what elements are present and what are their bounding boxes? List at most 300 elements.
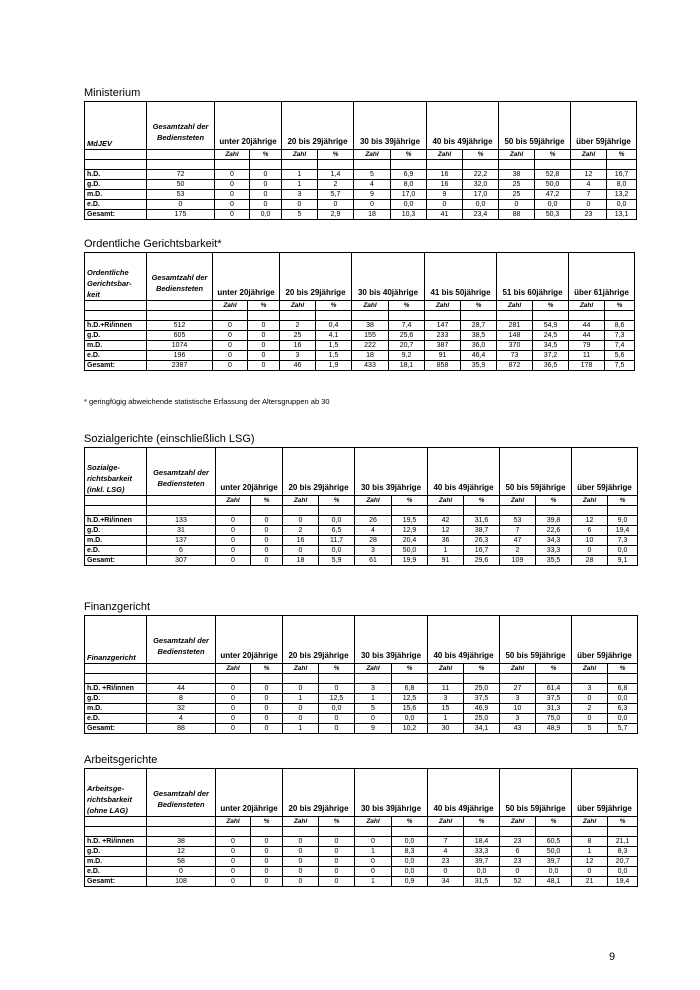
value-cell: 3 [500, 714, 536, 724]
total-header-line: Gesamtzahl der [153, 468, 209, 477]
value-cell: 7,4 [605, 341, 635, 351]
spacer-cell [354, 160, 391, 170]
spacer-cell [251, 506, 283, 516]
value-cell: 25,6 [389, 331, 425, 341]
value-cell: 0 [213, 341, 248, 351]
table-row [85, 190, 637, 200]
value-cell: 11 [428, 684, 464, 694]
value-cell: 858 [425, 361, 461, 371]
table-row [85, 694, 638, 704]
value-cell: 7 [428, 837, 464, 847]
value-cell: 0 [213, 351, 248, 361]
row-label: m.D. [85, 704, 147, 714]
value-cell: 39,8 [536, 516, 572, 526]
value-cell: 16,7 [464, 546, 500, 556]
value-cell: 46,9 [464, 704, 500, 714]
value-cell: 29,6 [464, 556, 500, 566]
total-cell: 44 [147, 684, 216, 694]
value-cell: 8,3 [392, 847, 428, 857]
value-cell: 1,5 [316, 351, 352, 361]
row-label: h.D.+Ri/innen [85, 516, 147, 526]
row-label: m.D. [85, 536, 147, 546]
value-cell: 0 [354, 200, 391, 210]
value-cell: 50,0 [536, 847, 572, 857]
spacer-cell [391, 160, 427, 170]
value-cell: 34,5 [533, 341, 569, 351]
age-distribution-table [84, 768, 638, 887]
count-header: Zahl [216, 496, 251, 506]
total-cell: 88 [147, 724, 216, 734]
value-cell: 6,9 [391, 170, 427, 180]
value-cell: 1 [428, 546, 464, 556]
value-cell: 0 [215, 190, 250, 200]
percent-header: % [607, 150, 637, 160]
value-cell: 0 [250, 180, 282, 190]
value-cell: 0 [248, 331, 280, 341]
value-cell: 37,2 [533, 351, 569, 361]
value-cell: 0 [319, 877, 355, 887]
spacer-cell [215, 160, 250, 170]
count-header: Zahl [280, 301, 316, 311]
value-cell: 0 [213, 361, 248, 371]
row-label: Gesamt: [85, 361, 147, 371]
value-cell: 1,9 [316, 361, 352, 371]
value-cell: 0,4 [316, 321, 352, 331]
spacer-cell [147, 506, 216, 516]
age-group-header: 41 bis 50jährige [425, 253, 497, 301]
spacer-cell [85, 674, 147, 684]
spacer-cell [355, 506, 392, 516]
total-cell: 137 [147, 536, 216, 546]
value-cell: 43 [500, 724, 536, 734]
value-cell: 0 [215, 180, 250, 190]
value-cell: 3 [572, 684, 608, 694]
value-cell: 0 [318, 200, 354, 210]
value-cell: 0 [572, 714, 608, 724]
percent-header: % [251, 664, 283, 674]
spacer-cell [608, 827, 638, 837]
value-cell: 25 [499, 180, 535, 190]
value-cell: 19,4 [608, 526, 638, 536]
value-cell: 0,0 [608, 546, 638, 556]
spacer-cell [500, 674, 536, 684]
value-cell: 155 [352, 331, 389, 341]
value-cell: 2 [500, 546, 536, 556]
sub-header-blank [85, 150, 147, 160]
label-line: (inkl. LSG) [87, 485, 125, 494]
count-header: Zahl [569, 301, 605, 311]
percent-header: % [463, 150, 499, 160]
age-group-header: 20 bis 29jährige [283, 769, 355, 817]
value-cell: 0,0 [464, 867, 500, 877]
value-cell: 13,2 [607, 190, 637, 200]
count-header: Zahl [572, 496, 608, 506]
value-cell: 0 [250, 170, 282, 180]
value-cell: 48,1 [536, 877, 572, 887]
value-cell: 39,7 [464, 857, 500, 867]
value-cell: 6,5 [319, 526, 355, 536]
label-line: keit [87, 290, 100, 299]
percent-header: % [464, 496, 500, 506]
value-cell: 52,8 [535, 170, 571, 180]
count-header: Zahl [213, 301, 248, 311]
spacer-cell [535, 160, 571, 170]
value-cell: 0 [572, 867, 608, 877]
value-cell: 3 [282, 190, 318, 200]
total-cell: 12 [147, 847, 216, 857]
spacer-cell [497, 311, 533, 321]
value-cell: 0 [251, 704, 283, 714]
table-section [84, 238, 635, 371]
row-label: h.D. [85, 170, 147, 180]
label-line: Sozialge- [87, 463, 120, 472]
value-cell: 15 [428, 704, 464, 714]
value-cell: 75,0 [536, 714, 572, 724]
spacer-cell [389, 311, 425, 321]
value-cell: 4 [428, 847, 464, 857]
value-cell: 0,0 [608, 694, 638, 704]
value-cell: 233 [425, 331, 461, 341]
value-cell: 60,5 [536, 837, 572, 847]
value-cell: 7,3 [608, 536, 638, 546]
table-row [85, 857, 638, 867]
value-cell: 433 [352, 361, 389, 371]
value-cell: 1 [283, 694, 319, 704]
value-cell: 0,0 [536, 867, 572, 877]
value-cell: 42 [428, 516, 464, 526]
value-cell: 20,7 [608, 857, 638, 867]
value-cell: 0 [428, 867, 464, 877]
count-header: Zahl [425, 301, 461, 311]
value-cell: 37,5 [536, 694, 572, 704]
age-distribution-table [84, 615, 638, 734]
value-cell: 2,9 [318, 210, 354, 220]
count-header: Zahl [354, 150, 391, 160]
value-cell: 1 [282, 180, 318, 190]
section-title: Arbeitsgerichte [84, 754, 158, 766]
count-header: Zahl [500, 496, 536, 506]
spacer-cell [319, 827, 355, 837]
count-header: Zahl [428, 664, 464, 674]
value-cell: 0,0 [608, 867, 638, 877]
spacer-cell [536, 674, 572, 684]
spacer-cell [216, 827, 251, 837]
table-section [84, 87, 637, 220]
spacer-cell [147, 827, 216, 837]
value-cell: 28,7 [461, 321, 497, 331]
value-cell: 0 [500, 867, 536, 877]
spacer-cell [464, 674, 500, 684]
value-cell: 0 [251, 724, 283, 734]
table-row [85, 200, 637, 210]
row-label: g.D. [85, 526, 147, 536]
label-line: richtsbarkeit [87, 795, 133, 804]
table-row [85, 684, 638, 694]
spacer-cell [428, 674, 464, 684]
row-label: h.D. +Ri/innen [85, 684, 147, 694]
row-header-label [85, 616, 147, 664]
count-header: Zahl [282, 150, 318, 160]
value-cell: 387 [425, 341, 461, 351]
table-section [84, 601, 638, 734]
row-label: g.D. [85, 694, 147, 704]
value-cell: 36 [428, 536, 464, 546]
value-cell: 0 [248, 341, 280, 351]
percent-header: % [533, 301, 569, 311]
value-cell: 10 [572, 536, 608, 546]
spacer-cell [533, 311, 569, 321]
value-cell: 17,0 [463, 190, 499, 200]
value-cell: 6 [572, 526, 608, 536]
row-label: e.D. [85, 200, 147, 210]
value-cell: 79 [569, 341, 605, 351]
count-header: Zahl [500, 664, 536, 674]
value-cell: 0 [572, 546, 608, 556]
value-cell: 0 [216, 704, 251, 714]
total-header [147, 448, 216, 496]
table-section [84, 433, 638, 566]
percent-header: % [319, 664, 355, 674]
section-title: Finanzgericht [84, 601, 151, 613]
value-cell: 370 [497, 341, 533, 351]
spacer-cell [85, 827, 147, 837]
value-cell: 91 [428, 556, 464, 566]
value-cell: 21,1 [608, 837, 638, 847]
value-cell: 12,5 [319, 694, 355, 704]
value-cell: 3 [355, 684, 392, 694]
section-title: Sozialgerichte (einschließlich LSG) [84, 433, 255, 445]
value-cell: 10,2 [392, 724, 428, 734]
value-cell: 28 [572, 556, 608, 566]
value-cell: 0 [216, 694, 251, 704]
value-cell: 0,0 [392, 837, 428, 847]
value-cell: 0 [251, 536, 283, 546]
value-cell: 16 [427, 180, 463, 190]
value-cell: 0,0 [319, 516, 355, 526]
value-cell: 0 [319, 714, 355, 724]
value-cell: 50,3 [535, 210, 571, 220]
count-header: Zahl [355, 496, 392, 506]
spacer-cell [463, 160, 499, 170]
age-group-header: 51 bis 60jährige [497, 253, 569, 301]
percent-header: % [251, 496, 283, 506]
value-cell: 21 [572, 877, 608, 887]
value-cell: 9,1 [608, 556, 638, 566]
sub-header-blank [147, 496, 216, 506]
value-cell: 0 [216, 837, 251, 847]
count-header: Zahl [428, 496, 464, 506]
value-cell: 0 [355, 857, 392, 867]
value-cell: 0,0 [391, 200, 427, 210]
value-cell: 7 [571, 190, 607, 200]
value-cell: 7 [500, 526, 536, 536]
table-section [84, 754, 638, 887]
table-row [85, 180, 637, 190]
value-cell: 9,2 [389, 351, 425, 361]
value-cell: 5,7 [318, 190, 354, 200]
total-cell: 31 [147, 526, 216, 536]
row-label: m.D. [85, 190, 147, 200]
spacer-cell [572, 506, 608, 516]
value-cell: 23 [500, 857, 536, 867]
value-cell: 5,9 [319, 556, 355, 566]
spacer-cell [319, 674, 355, 684]
total-header-line: Gesamtzahl der [152, 122, 209, 131]
value-cell: 0 [283, 516, 319, 526]
age-group-header: unter 20jährige [216, 769, 283, 817]
value-cell: 3 [355, 546, 392, 556]
value-cell: 109 [500, 556, 536, 566]
value-cell: 12,5 [392, 694, 428, 704]
value-cell: 18,1 [389, 361, 425, 371]
value-cell: 0 [213, 321, 248, 331]
count-header: Zahl [216, 817, 251, 827]
label-line: Gerichtsbar- [87, 279, 132, 288]
percent-header: % [389, 301, 425, 311]
value-cell: 35,5 [536, 556, 572, 566]
value-cell: 0 [250, 190, 282, 200]
value-cell: 6,8 [608, 684, 638, 694]
percent-header: % [608, 496, 638, 506]
value-cell: 0 [216, 867, 251, 877]
total-cell: 512 [147, 321, 213, 331]
value-cell: 0 [216, 526, 251, 536]
spacer-cell [608, 674, 638, 684]
spacer-cell [251, 674, 283, 684]
value-cell: 19,4 [608, 877, 638, 887]
spacer-cell [216, 674, 251, 684]
value-cell: 34,3 [536, 536, 572, 546]
percent-header: % [608, 817, 638, 827]
total-header [147, 102, 215, 150]
value-cell: 8,6 [605, 321, 635, 331]
value-cell: 48,9 [536, 724, 572, 734]
label-line [87, 641, 144, 652]
value-cell: 46,4 [461, 351, 497, 361]
value-cell: 0,0 [392, 857, 428, 867]
row-label: Gesamt: [85, 556, 147, 566]
value-cell: 5 [354, 170, 391, 180]
value-cell: 28 [355, 536, 392, 546]
value-cell: 0 [251, 694, 283, 704]
percent-header: % [536, 664, 572, 674]
value-cell: 15,6 [392, 704, 428, 714]
percent-header: % [461, 301, 497, 311]
row-label: e.D. [85, 867, 147, 877]
value-cell: 19,9 [392, 556, 428, 566]
value-cell: 0 [251, 516, 283, 526]
age-group-header: über 61jährige [569, 253, 635, 301]
value-cell: 23 [428, 857, 464, 867]
row-label: g.D. [85, 180, 147, 190]
label-line [87, 127, 144, 138]
value-cell: 22,6 [536, 526, 572, 536]
value-cell: 0 [216, 724, 251, 734]
count-header: Zahl [283, 496, 319, 506]
value-cell: 41 [427, 210, 463, 220]
value-cell: 12 [571, 170, 607, 180]
total-header-line: Bediensteten [156, 133, 205, 142]
age-group-header: 20 bis 29jährige [282, 102, 354, 150]
count-header: Zahl [355, 664, 392, 674]
value-cell: 0 [216, 847, 251, 857]
value-cell: 16 [283, 536, 319, 546]
value-cell: 9 [354, 190, 391, 200]
spacer-cell [319, 506, 355, 516]
value-cell: 18,4 [464, 837, 500, 847]
total-cell: 50 [147, 180, 215, 190]
spacer-cell [500, 827, 536, 837]
value-cell: 5 [355, 704, 392, 714]
spacer-cell [352, 311, 389, 321]
total-header [147, 616, 216, 664]
spacer-cell [428, 506, 464, 516]
value-cell: 18 [354, 210, 391, 220]
value-cell: 0 [251, 526, 283, 536]
age-distribution-table [84, 101, 637, 220]
row-header-label [85, 448, 147, 496]
value-cell: 61 [355, 556, 392, 566]
table-row [85, 351, 635, 361]
value-cell: 9 [427, 190, 463, 200]
value-cell: 44 [569, 321, 605, 331]
value-cell: 0 [215, 210, 250, 220]
value-cell: 4 [355, 526, 392, 536]
spacer-cell [461, 311, 497, 321]
footnote: * geringfügig abweichende statistische Erfassung der Altersgruppen ab 30 [84, 397, 330, 406]
value-cell: 0 [572, 694, 608, 704]
value-cell: 0 [216, 516, 251, 526]
value-cell: 0 [248, 361, 280, 371]
value-cell: 0 [319, 724, 355, 734]
value-cell: 7,3 [605, 331, 635, 341]
percent-header: % [391, 150, 427, 160]
label-line: Arbeitsge- [87, 784, 125, 793]
spacer-cell [85, 311, 147, 321]
label-line: richtsbarkeit [87, 474, 133, 483]
percent-header: % [608, 664, 638, 674]
total-header-line: Bediensteten [157, 479, 205, 488]
value-cell: 0 [319, 684, 355, 694]
age-group-header: 20 bis 29jährige [283, 448, 355, 496]
label-line: Ordentliche [87, 268, 129, 277]
spacer-cell [464, 827, 500, 837]
total-cell: 0 [147, 200, 215, 210]
value-cell: 0 [319, 837, 355, 847]
total-cell: 2387 [147, 361, 213, 371]
spacer-cell [607, 160, 637, 170]
value-cell: 0 [282, 200, 318, 210]
spacer-cell [85, 160, 147, 170]
table-row [85, 321, 635, 331]
value-cell: 10,3 [391, 210, 427, 220]
value-cell: 0 [283, 877, 319, 887]
value-cell: 20,4 [392, 536, 428, 546]
value-cell: 0 [251, 847, 283, 857]
value-cell: 5,7 [608, 724, 638, 734]
spacer-cell [569, 311, 605, 321]
value-cell: 0 [251, 684, 283, 694]
value-cell: 23 [500, 837, 536, 847]
age-group-header: 50 bis 59jährige [500, 448, 572, 496]
value-cell: 34 [428, 877, 464, 887]
value-cell: 0 [283, 546, 319, 556]
percent-header: % [318, 150, 354, 160]
spacer-cell [427, 160, 463, 170]
percent-header: % [250, 150, 282, 160]
spacer-cell [316, 311, 352, 321]
sub-header-blank [147, 817, 216, 827]
